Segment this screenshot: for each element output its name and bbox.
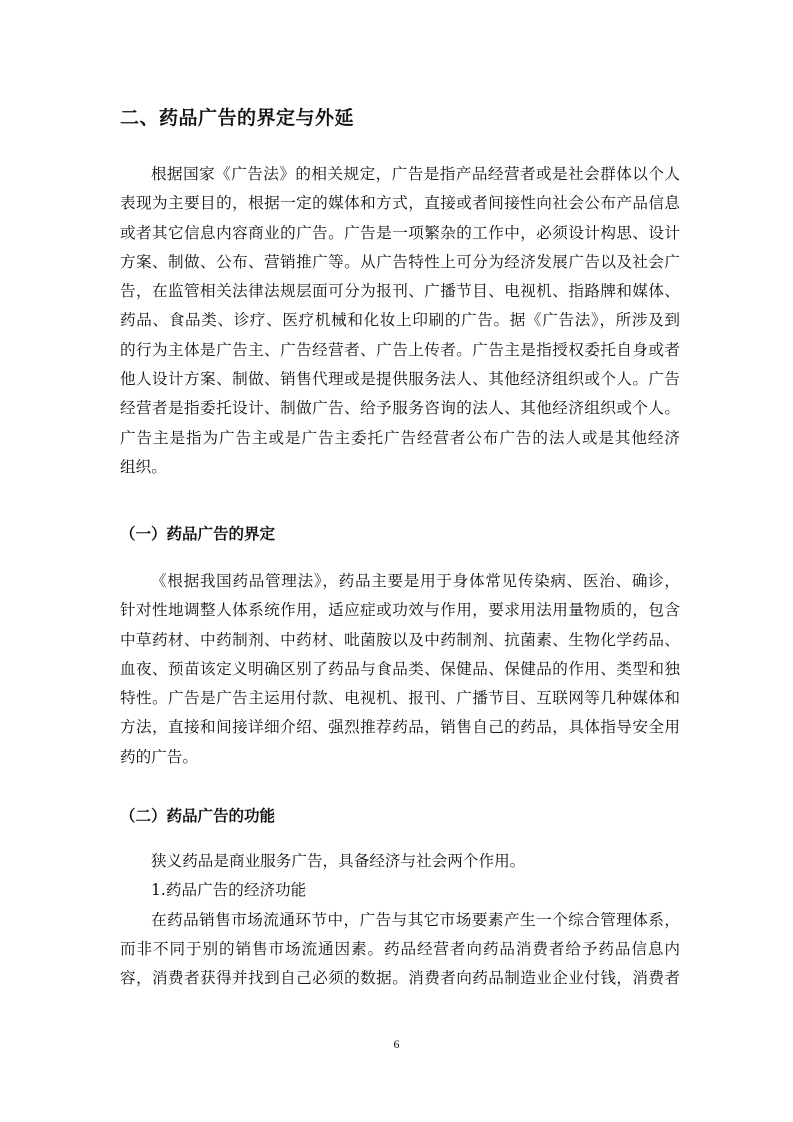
- text-line: 特性。广告是广告主运用付款、电视机、报刊、广播节目、互联网等几种媒体和: [120, 689, 680, 708]
- text-line: 而非不同于别的销售市场流通因素。药品经营者向药品消费者给予药品信息内: [120, 939, 680, 958]
- text-line: 方法，直接和间接详细介绍、强烈推荐药品，销售自己的药品，具体指导安全用: [120, 718, 680, 737]
- text-line: 他人设计方案、制做、销售代理或是提供服务法人、其他经济组织或个人。广告: [120, 370, 680, 389]
- subsection-heading-definition: （一）药品广告的界定: [120, 525, 276, 543]
- text-line: 或者其它信息内容商业的广告。广告是一项繁杂的工作中，必须设计构思、设计: [120, 223, 680, 242]
- text-line: 组织。: [120, 457, 167, 476]
- definition-paragraph: [120, 567, 680, 772]
- text-line: 广告主是指为广告主或是广告主委托广告经营者公布广告的法人或是其他经济: [120, 428, 680, 447]
- intro-paragraph: [120, 160, 680, 482]
- page-number: 6: [393, 1037, 400, 1051]
- text-line: 药的广告。: [120, 747, 198, 766]
- text-line: 药品、食品类、诊疗、医疗机械和化妆上印刷的广告。据《广告法》，所涉及到: [120, 311, 680, 330]
- text-line: 狭义药品是商业服务广告，具备经济与社会两个作用。: [151, 852, 526, 870]
- text-line: 经营者是指委托设计、制做广告、给予服务咨询的法人、其他经济组织或个人。: [120, 399, 680, 418]
- text-line: 针对性地调整人体系统作用，适应症或功效与作用，要求用法用量物质的，包含: [120, 601, 680, 620]
- list-heading: 1.药品广告的经济功能: [151, 881, 307, 900]
- function-paragraph: [120, 847, 680, 993]
- text-line: 表现为主要目的，根据一定的媒体和方式，直接或者间接性向社会公布产品信息: [120, 194, 680, 213]
- text-line: 根据国家《广告法》的相关规定，广告是指产品经营者或是社会群体以个人: [151, 165, 680, 183]
- subsection-heading-function: （二）药品广告的功能: [120, 807, 276, 825]
- text-line: 《根据我国药品管理法》，药品主要是用于身体常见传染病、医治、确诊，: [151, 572, 680, 590]
- section-heading: 二、药品广告的界定与外延: [120, 107, 355, 129]
- text-line: 在药品销售市场流通环节中，广告与其它市场要素产生一个综合管理体系，: [151, 910, 680, 929]
- text-line: 中草药材、中药制剂、中药材、吡菌胺以及中药制剂、抗菌素、生物化学药品、: [120, 630, 680, 649]
- text-line: 血夜、预苗该定义明确区别了药品与食品类、保健品、保健品的作用、类型和独: [120, 659, 680, 678]
- text-line: 方案、制做、公布、营销推广等。从广告特性上可分为经济发展广告以及社会广: [120, 252, 680, 271]
- text-line: 告，在监管相关法律法规层面可分为报刊、广播节目、电视机、指路牌和媒体、: [120, 282, 680, 301]
- text-line: 容，消费者获得并找到自己必须的数据。消费者向药品制造业企业付钱，消费者: [120, 969, 680, 988]
- text-line: 的行为主体是广告主、广告经营者、广告上传者。广告主是指授权委托自身或者: [120, 340, 680, 359]
